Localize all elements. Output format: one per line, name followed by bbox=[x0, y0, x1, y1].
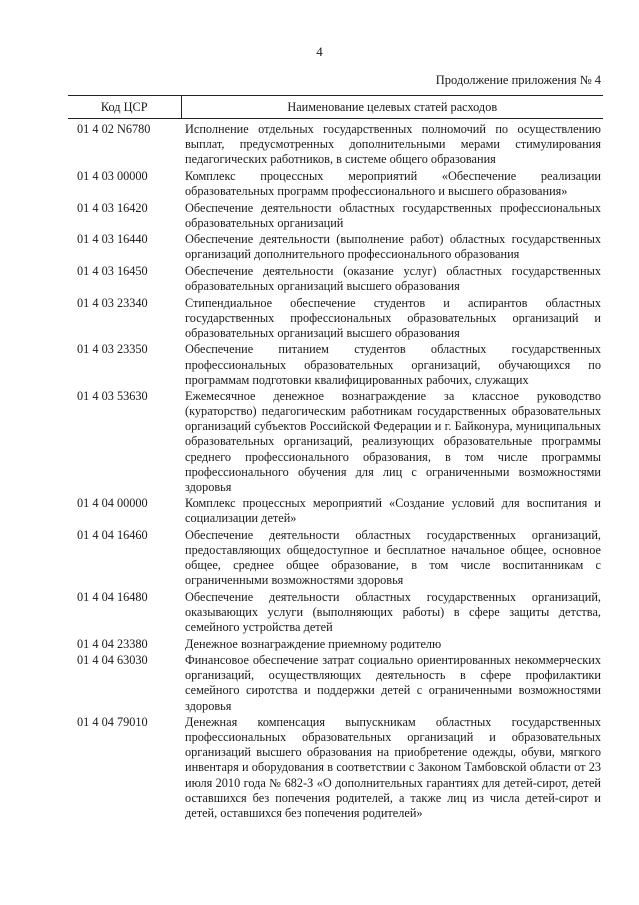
row-name: Обеспечение деятельности (выполнение работ) областных государственных организаций дополнительного профессионального образования bbox=[185, 232, 601, 262]
table-row bbox=[68, 296, 603, 343]
header-code: Код ЦСР bbox=[68, 96, 181, 119]
row-code: 01 4 03 16420 bbox=[77, 200, 148, 215]
header-name: Наименование целевых статей расходов bbox=[181, 96, 603, 119]
table-row bbox=[68, 637, 603, 654]
row-name: Исполнение отдельных государственных полномочий по осуществлению выплат, предусмотренных дополнительными мерами стимулирования педагогических работников, в системе общего образования bbox=[185, 122, 601, 167]
row-name: Обеспечение деятельности областных государственных организаций, предоставляющих общедоступное и бесплатное начальное общее, основное общее, среднее общее образование, в том числе воспитанникам с ограниченными возможностями здоровья bbox=[185, 528, 601, 588]
table-row bbox=[68, 715, 603, 822]
row-code: 01 4 03 16450 bbox=[77, 263, 148, 278]
row-name: Финансовое обеспечение затрат социально ориентированных некоммерческих организаций, осуществляющих деятельность в сфере профилактики семейного сиротства и поддержки детей с ограниченными возможностями здоровья bbox=[185, 653, 601, 713]
row-name: Комплекс процессных мероприятий «Обеспечение реализации образовательных программ профессионального и высшего образования» bbox=[185, 168, 601, 198]
table-row bbox=[68, 119, 603, 169]
row-code: 01 4 04 23380 bbox=[77, 636, 148, 651]
row-name: Обеспечение питанием студентов областных государственных профессиональных образовательных организаций, обучающихся по программам подготовки квалифицированных рабочих, служащих bbox=[185, 342, 601, 387]
row-name: Денежное вознаграждение приемному родителю bbox=[185, 636, 442, 651]
row-code: 01 4 03 00000 bbox=[77, 168, 148, 183]
table-row bbox=[68, 232, 603, 264]
row-code: 01 4 03 23340 bbox=[77, 295, 148, 310]
row-code: 01 4 04 63030 bbox=[77, 653, 148, 668]
table-row bbox=[68, 496, 603, 528]
table-row bbox=[68, 389, 603, 496]
row-name: Обеспечение деятельности областных государственных профессиональных образовательных организаций bbox=[185, 200, 601, 230]
row-code: 01 4 04 16460 bbox=[77, 528, 148, 543]
row-code: 01 4 04 79010 bbox=[77, 715, 148, 730]
page-number: 4 bbox=[316, 44, 323, 59]
table-row bbox=[68, 342, 603, 389]
budget-codes-table bbox=[68, 95, 603, 822]
table-row bbox=[68, 653, 603, 715]
table-row bbox=[68, 169, 603, 201]
row-name: Ежемесячное денежное вознаграждение за классное руководство (кураторство) педагогическим работникам государственных образовательных организаций субъектов Российской Федерации и г. Байконура, муниципальных образовательных организаций, реализующих образовательные программы среднего профессионального образования, в том числе программы профессионального обучения для лиц с ограниченными возможностями здоровья bbox=[185, 389, 601, 494]
table-row bbox=[68, 264, 603, 296]
row-code: 01 4 04 16480 bbox=[77, 589, 148, 604]
row-name: Обеспечение деятельности (оказание услуг) областных государственных образовательных организаций высшего образования bbox=[185, 263, 601, 294]
row-name: Денежная компенсация выпускникам областных государственных профессиональных образовательных организаций и образовательных организаций высшего образования на приобретение одежды, обуви, мягкого инвентаря и оборудования в соответствии с Законом Тамбовской области от 23 июля 2010 года № 682-З «О дополнительных гарантиях для детей-сирот, детей оставшихся без попечения родителей, а также лиц из числа детей-сирот и детей, оставшихся без попечения родителей» bbox=[185, 715, 601, 820]
table-row bbox=[68, 528, 603, 590]
row-code: 01 4 04 00000 bbox=[77, 496, 148, 511]
row-name: Обеспечение деятельности областных государственных организаций, оказывающих услуги (выполняющих работы) в сфере защиты детства, семейного устройства детей bbox=[185, 589, 601, 635]
table-header-row bbox=[68, 96, 603, 119]
row-code: 01 4 03 53630 bbox=[77, 389, 148, 404]
row-code: 01 4 03 23350 bbox=[77, 342, 148, 357]
row-name: Стипендиальное обеспечение студентов и аспирантов областных государственных профессиональных образовательных организаций и образовательных организаций высшего образования bbox=[185, 295, 601, 340]
row-code: 01 4 02 N6780 bbox=[77, 122, 151, 137]
table-row bbox=[68, 590, 603, 637]
continuation-label: Продолжение приложения № 4 bbox=[435, 73, 601, 87]
row-name: Комплекс процессных мероприятий «Создание условий для воспитания и социализации детей» bbox=[185, 496, 601, 526]
table-row bbox=[68, 201, 603, 233]
row-code: 01 4 03 16440 bbox=[77, 232, 148, 247]
